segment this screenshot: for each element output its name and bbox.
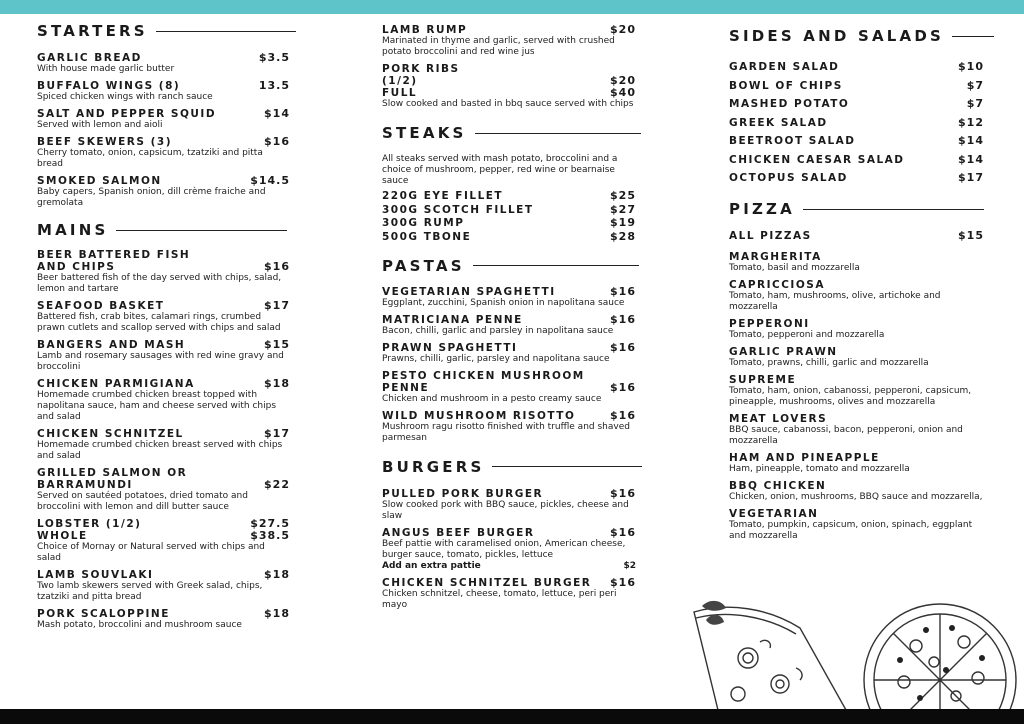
item-price: $27.5 $38.5 <box>250 517 290 542</box>
col2-top-list <box>382 24 636 110</box>
item-name: LAMB SOUVLAKI <box>37 569 154 581</box>
pastas-list <box>382 286 636 444</box>
item-desc: With house made garlic butter <box>37 64 175 74</box>
item-desc: Homemade crumbed chicken breast served with chips and salad <box>37 440 283 461</box>
item-desc: Served on sautéed potatoes, dried tomato and broccolini with lemon and dill butter sauce <box>37 491 248 512</box>
item-price: $20 $40 <box>610 74 636 99</box>
item-price: $16 <box>610 575 636 589</box>
menu-item <box>382 286 636 309</box>
item-name: SMOKED SALMON <box>37 175 162 187</box>
burgers-list <box>382 488 636 611</box>
item-name: GARDEN SALAD <box>729 61 840 73</box>
item-desc: Served with lemon and aioli <box>37 120 163 130</box>
item-name: BOWL OF CHIPS <box>729 79 843 92</box>
item-desc: Tomato, ham, mushrooms, olive, artichoke and mozzarella <box>729 291 941 312</box>
item-name: CHICKEN SCHNITZEL BURGER <box>382 576 592 589</box>
item-name: GREEK SALAD <box>729 116 828 129</box>
heading-rule <box>475 133 641 134</box>
item-desc: Beer battered fish of the day served with chips, salad, lemon and tartare <box>37 273 282 294</box>
steaks-title: STEAKS <box>382 124 467 142</box>
item-desc: Cherry tomato, onion, capsicum, tzatziki and pitta bread <box>37 148 263 169</box>
item-desc: Mash potato, broccolini and mushroom sauce <box>37 620 242 630</box>
item-desc: Battered fish, crab bites, calamari rings, crumbed prawn cutlets and scallop served with chips and salad <box>37 312 281 333</box>
menu-item <box>382 410 636 444</box>
item-name: MARGHERITA <box>729 251 822 263</box>
item-name: SUPREME <box>729 374 797 386</box>
all-pizzas-price: $15 <box>958 229 984 242</box>
item-price: $12 <box>958 115 984 129</box>
section-heading-pizza <box>729 200 984 218</box>
extra-label: Add an extra pattie <box>382 560 481 571</box>
menu-item <box>37 80 290 103</box>
item-name: CHICKEN SCHNITZEL <box>37 428 184 440</box>
item-price: $16 <box>610 312 636 326</box>
menu-item <box>729 318 984 341</box>
section-heading-pastas <box>382 257 636 275</box>
extra-option <box>382 561 636 572</box>
extra-price: $2 <box>623 560 636 571</box>
item-price: $16 <box>610 284 636 298</box>
item-name: GARLIC BREAD <box>37 52 142 64</box>
item-name: PULLED PORK BURGER <box>382 487 544 500</box>
item-name: CHICKEN PARMIGIANA <box>37 378 195 390</box>
menu-item <box>729 117 984 129</box>
sides-title: SIDES AND SALADS <box>729 27 944 45</box>
item-price: $16 <box>610 486 636 500</box>
item-price: $18 <box>264 607 290 620</box>
menu-item <box>382 370 636 405</box>
item-price: $20 <box>610 23 636 36</box>
item-price: $16 <box>264 260 290 273</box>
item-name: 500G TBONE <box>382 230 472 243</box>
menu-item <box>37 52 290 75</box>
item-name: LOBSTER (1/2) WHOLE <box>37 518 142 542</box>
menu-item <box>382 231 636 243</box>
all-pizzas-label: ALL PIZZAS <box>729 230 812 242</box>
menu-item <box>37 339 290 373</box>
item-name: 300G SCOTCH FILLET <box>382 203 534 216</box>
item-desc: Two lamb skewers served with Greek salad, chips, tzatziki and pitta bread <box>37 581 263 602</box>
item-price: $16 <box>610 340 636 354</box>
item-name: MEAT LOVERS <box>729 413 828 425</box>
whole-pizza-icon <box>860 600 1020 710</box>
top-accent-bar <box>0 0 1024 14</box>
burgers-title: BURGERS <box>382 457 485 476</box>
mains-list <box>37 249 290 631</box>
item-price: $16 <box>610 380 636 394</box>
item-name: BEETROOT SALAD <box>729 135 856 147</box>
column-left <box>37 22 290 631</box>
heading-rule <box>952 36 994 37</box>
menu-item <box>382 190 636 202</box>
item-desc: Lamb and rosemary sausages with red wine gravy and broccolini <box>37 351 284 372</box>
all-pizzas-row <box>729 230 984 242</box>
item-name: CHICKEN CAESAR SALAD <box>729 153 905 166</box>
menu-item <box>382 314 636 337</box>
item-desc: Eggplant, zucchini, Spanish onion in napolitana sauce <box>382 297 625 308</box>
menu-item <box>37 518 290 564</box>
item-desc: Mushroom ragu risotto finished with truffle and shaved parmesan <box>382 421 630 443</box>
column-right <box>729 27 984 542</box>
item-name: BBQ CHICKEN <box>729 480 827 492</box>
item-desc: Marinated in thyme and garlic, served with crushed potato broccolini and red wine jus <box>382 36 615 57</box>
heading-rule <box>116 230 287 231</box>
item-desc: Slow cooked and basted in bbq sauce served with chips <box>382 99 634 109</box>
item-desc: Beef pattie with caramelised onion, American cheese, burger sauce, tomato, pickles, lettuce <box>382 538 626 560</box>
item-desc: Chicken, onion, mushrooms, BBQ sauce and mozzarella, <box>729 492 983 502</box>
item-price: $28 <box>610 229 636 243</box>
column-middle <box>382 24 636 611</box>
menu-item <box>382 527 636 572</box>
item-name: MATRICIANA PENNE <box>382 313 523 326</box>
menu-item <box>37 136 290 170</box>
menu-item <box>37 300 290 334</box>
item-name: SALT AND PEPPER SQUID <box>37 108 217 120</box>
item-desc: Tomato, basil and mozzarella <box>729 263 860 273</box>
item-price: $25 <box>610 189 636 202</box>
item-price: $18 <box>264 377 290 390</box>
menu-item <box>729 98 984 110</box>
item-name: PESTO CHICKEN MUSHROOM PENNE <box>382 369 585 394</box>
menu-item <box>382 63 636 110</box>
item-desc: Tomato, pepperoni and mozzarella <box>729 330 885 340</box>
item-name: PORK SCALOPPINE <box>37 608 170 620</box>
item-name: 220G EYE FILLET <box>382 190 504 202</box>
item-price: $14 <box>958 152 984 166</box>
item-name: BEER BATTERED FISH AND CHIPS <box>37 249 191 273</box>
menu-item <box>37 608 290 631</box>
item-price: $18 <box>264 568 290 581</box>
item-price: $16 <box>610 525 636 539</box>
menu-item <box>382 342 636 365</box>
item-name: VEGETARIAN <box>729 508 819 520</box>
item-price: $7 <box>966 97 984 110</box>
menu-item <box>729 61 984 73</box>
item-desc: Tomato, ham, onion, cabanossi, pepperoni, capsicum, pineapple, mushrooms, olives and mozzarella <box>729 386 972 407</box>
menu-item <box>37 428 290 462</box>
pastas-title: PASTAS <box>382 256 465 275</box>
item-desc: Choice of Mornay or Natural served with chips and salad <box>37 542 265 563</box>
item-price: $27 <box>610 202 636 216</box>
item-name: GRILLED SALMON OR BARRAMUNDI <box>37 467 188 491</box>
item-name: 300G RUMP <box>382 217 465 229</box>
item-price: $22 <box>264 478 290 491</box>
item-name: WILD MUSHROOM RISOTTO <box>382 409 576 422</box>
heading-rule <box>156 31 296 32</box>
item-price: $19 <box>610 216 636 229</box>
pizza-slice-icon <box>688 598 858 710</box>
item-price: $3.5 <box>258 51 290 64</box>
menu-item <box>729 135 984 147</box>
item-price: $17 <box>958 171 984 184</box>
pizza-list <box>729 251 984 542</box>
menu-item <box>729 279 984 313</box>
item-desc: Baby capers, Spanish onion, dill crème fraiche and gremolata <box>37 187 266 208</box>
bottom-bar <box>0 709 1024 724</box>
menu-item <box>382 488 636 522</box>
section-heading-sides <box>729 27 984 45</box>
item-desc: Bacon, chilli, garlic and parsley in napolitana sauce <box>382 325 614 336</box>
item-desc: Spiced chicken wings with ranch sauce <box>37 92 213 102</box>
section-heading-burgers <box>382 458 636 476</box>
item-price: $16 <box>610 408 636 422</box>
item-desc: Chicken and mushroom in a pesto creamy sauce <box>382 393 602 404</box>
item-desc: Chicken schnitzel, cheese, tomato, lettuce, peri peri mayo <box>382 588 617 610</box>
item-name: OCTOPUS SALAD <box>729 172 848 184</box>
item-price: 13.5 <box>258 79 290 92</box>
item-name: PRAWN SPAGHETTI <box>382 341 518 354</box>
section-heading-starters <box>37 22 290 40</box>
item-price: $17 <box>264 299 290 312</box>
menu-item <box>37 569 290 603</box>
menu-item <box>382 204 636 216</box>
menu-item <box>729 154 984 166</box>
item-price: $17 <box>264 427 290 440</box>
menu-item <box>37 467 290 513</box>
mains-title: MAINS <box>37 221 109 239</box>
menu-item <box>729 172 984 184</box>
heading-rule <box>473 265 639 266</box>
item-price: $10 <box>958 60 984 73</box>
item-name: BANGERS AND MASH <box>37 339 186 351</box>
item-name: CAPRICCIOSA <box>729 279 825 291</box>
item-price: $14 <box>958 134 984 147</box>
heading-rule <box>803 209 984 210</box>
menu-item <box>729 452 984 475</box>
item-desc: Tomato, pumpkin, capsicum, onion, spinach, eggplant and mozzarella <box>729 520 973 541</box>
item-price: $7 <box>966 78 984 92</box>
menu-item <box>729 413 984 447</box>
item-price: $14.5 <box>250 174 290 187</box>
menu-item <box>382 217 636 229</box>
menu-item <box>37 378 290 423</box>
item-name: BEEF SKEWERS (3) <box>37 136 173 148</box>
menu-item <box>37 108 290 131</box>
item-price: $16 <box>264 135 290 148</box>
heading-rule <box>492 466 642 467</box>
item-name: SEAFOOD BASKET <box>37 300 165 312</box>
section-heading-steaks <box>382 124 636 142</box>
item-name: PEPPERONI <box>729 318 810 330</box>
steaks-intro: All steaks served with mash potato, broccolini and a choice of mushroom, pepper, red wine or bearnaise sauce <box>382 154 618 186</box>
item-price: $14 <box>264 107 290 120</box>
item-desc: BBQ sauce, cabanossi, bacon, pepperoni, onion and mozzarella <box>729 425 963 446</box>
item-desc: Tomato, prawns, chilli, garlic and mozzarella <box>729 358 929 368</box>
item-desc: Slow cooked pork with BBQ sauce, pickles, cheese and slaw <box>382 499 629 521</box>
item-desc: Prawns, chilli, garlic, parsley and napolitana sauce <box>382 353 610 364</box>
item-desc: Homemade crumbed chicken breast topped with napolitana sauce, ham and cheese served with chips and salad <box>37 390 277 422</box>
item-name: VEGETARIAN SPAGHETTI <box>382 285 556 298</box>
item-price: $15 <box>264 338 290 351</box>
menu-item <box>729 251 984 274</box>
menu-item <box>729 480 984 503</box>
pizza-title: PIZZA <box>729 200 795 218</box>
menu-item <box>729 346 984 369</box>
section-heading-mains <box>37 221 290 239</box>
sides-list <box>729 61 984 184</box>
item-name: BUFFALO WINGS (8) <box>37 80 181 92</box>
menu-item <box>37 175 290 209</box>
starters-title: STARTERS <box>37 22 148 40</box>
item-name: LAMB RUMP <box>382 24 468 36</box>
menu-item <box>382 577 636 611</box>
menu-item <box>729 508 984 542</box>
item-name: ANGUS BEEF BURGER <box>382 526 535 539</box>
menu-item <box>382 24 636 58</box>
menu-item <box>729 80 984 92</box>
item-name: GARLIC PRAWN <box>729 346 838 358</box>
item-desc: Ham, pineapple, tomato and mozzarella <box>729 464 910 474</box>
item-name: HAM AND PINEAPPLE <box>729 452 880 464</box>
menu-item <box>37 249 290 295</box>
menu-item <box>729 374 984 408</box>
starters-list <box>37 52 290 209</box>
item-name: MASHED POTATO <box>729 98 850 110</box>
item-name: PORK RIBS (1/2) FULL <box>382 63 460 99</box>
steaks-list <box>382 190 636 243</box>
